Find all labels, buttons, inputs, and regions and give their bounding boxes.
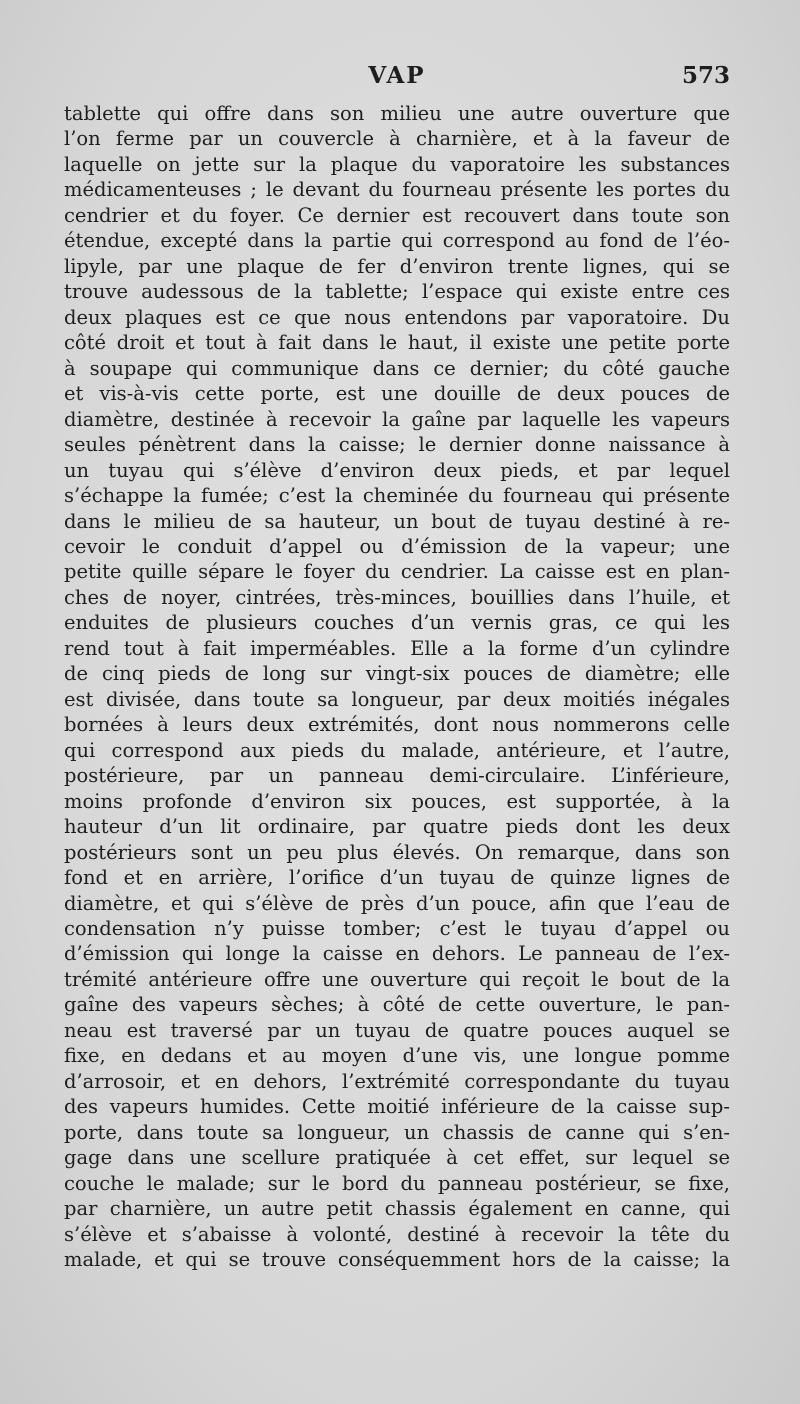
text-line: s’échappe la fumée; c’est la cheminée du fourneau qui présente xyxy=(64,484,730,508)
text-line: s’élève et s’abaisse à volonté, destiné à recevoir la tête du xyxy=(64,1222,730,1246)
text-line: dans le milieu de sa hauteur, un bout de tuyau destiné à re- xyxy=(64,509,730,533)
text-line: médicamenteuses ; le devant du fourneau présente les portes du xyxy=(64,178,730,202)
text-line: d’émission qui longe la caisse en dehors. Le panneau de l’ex- xyxy=(64,942,730,966)
text-line: bornées à leurs deux extrémités, dont nous nommerons celle xyxy=(64,713,730,737)
text-line: deux plaques est ce que nous entendons par vaporatoire. Du xyxy=(64,305,730,329)
text-line: l’on ferme par un couvercle à charnière, et à la faveur de xyxy=(64,127,730,151)
text-line: cevoir le conduit d’appel ou d’émission de la vapeur; une xyxy=(64,534,730,558)
text-line: rend tout à fait imperméables. Elle a la forme d’un cylindre xyxy=(64,636,730,660)
text-line: par charnière, un autre petit chassis également en canne, qui xyxy=(64,1197,730,1221)
text-line: des vapeurs humides. Cette moitié inférieure de la caisse sup- xyxy=(64,1095,730,1119)
text-line: un tuyau qui s’élève d’environ deux pieds, et par lequel xyxy=(64,458,730,482)
text-line: qui correspond aux pieds du malade, antérieure, et l’autre, xyxy=(64,738,730,762)
text-line: diamètre, et qui s’élève de près d’un pouce, afin que l’eau de xyxy=(64,891,730,915)
text-line: diamètre, destinée à recevoir la gaîne par laquelle les vapeurs xyxy=(64,407,730,431)
running-head: VAP xyxy=(368,62,426,89)
text-line: et vis-à-vis cette porte, est une douille de deux pouces de xyxy=(64,382,730,406)
text-line: gage dans une scellure pratiquée à cet effet, sur lequel se xyxy=(64,1146,730,1170)
text-line: cendrier et du foyer. Ce dernier est recouvert dans toute son xyxy=(64,203,730,227)
text-line: condensation n’y puisse tomber; c’est le tuyau d’appel ou xyxy=(64,917,730,940)
text-line: couche le malade; sur le bord du panneau postérieur, se fixe, xyxy=(64,1171,730,1195)
text-line: d’arrosoir, et en dehors, l’extrémité correspondante du tuyau xyxy=(64,1069,730,1093)
text-line: lipyle, par une plaque de fer d’environ trente lignes, qui se xyxy=(64,254,730,278)
text-line: enduites de plusieurs couches d’un vernis gras, ce qui les xyxy=(64,611,730,635)
text-line: neau est traversé par un tuyau de quatre pouces auquel se xyxy=(64,1018,730,1042)
text-line: postérieurs sont un peu plus élevés. On remarque, dans son xyxy=(64,840,730,864)
text-line: hauteur d’un lit ordinaire, par quatre pieds dont les deux xyxy=(64,815,730,839)
text-line: tablette qui offre dans son milieu une autre ouverture que xyxy=(64,102,730,125)
body-text xyxy=(64,101,730,1273)
text-line: fond et en arrière, l’orifice d’un tuyau de quinze lignes de xyxy=(64,866,730,890)
page-number: 573 xyxy=(681,62,730,89)
text-line: à soupape qui communique dans ce dernier; du côté gauche xyxy=(64,356,730,380)
text-line: trouve audessous de la tablette; l’espace qui existe entre ces xyxy=(64,280,730,304)
text-line: laquelle on jette sur la plaque du vaporatoire les substances xyxy=(64,152,730,176)
text-line: de cinq pieds de long sur vingt-six pouces de diamètre; elle xyxy=(64,662,730,686)
text-line: postérieure, par un panneau demi-circulaire. L’inférieure, xyxy=(64,764,730,788)
text-line: gaîne des vapeurs sèches; à côté de cette ouverture, le pan- xyxy=(64,993,730,1017)
text-line: côté droit et tout à fait dans le haut, il existe une petite porte xyxy=(64,331,730,355)
text-line: malade, et qui se trouve conséquemment hors de la caisse; la xyxy=(64,1248,730,1272)
text-line: étendue, excepté dans la partie qui correspond au fond de l’éo- xyxy=(64,229,730,253)
text-line: trémité antérieure offre une ouverture qui reçoit le bout de la xyxy=(64,967,730,991)
text-line: moins profonde d’environ six pouces, est supportée, à la xyxy=(64,789,730,813)
page-header xyxy=(64,62,730,98)
text-line: seules pénètrent dans la caisse; le dernier donne naissance à xyxy=(64,433,730,457)
text-line: porte, dans toute sa longueur, un chassis de canne qui s’en- xyxy=(64,1120,730,1144)
text-line: est divisée, dans toute sa longueur, par deux moitiés inégales xyxy=(64,687,730,711)
text-line: ches de noyer, cintrées, très-minces, bouillies dans l’huile, et xyxy=(64,585,730,609)
text-line: fixe, en dedans et au moyen d’une vis, une longue pomme xyxy=(64,1044,730,1068)
text-line: petite quille sépare le foyer du cendrier. La caisse est en plan- xyxy=(64,560,730,584)
